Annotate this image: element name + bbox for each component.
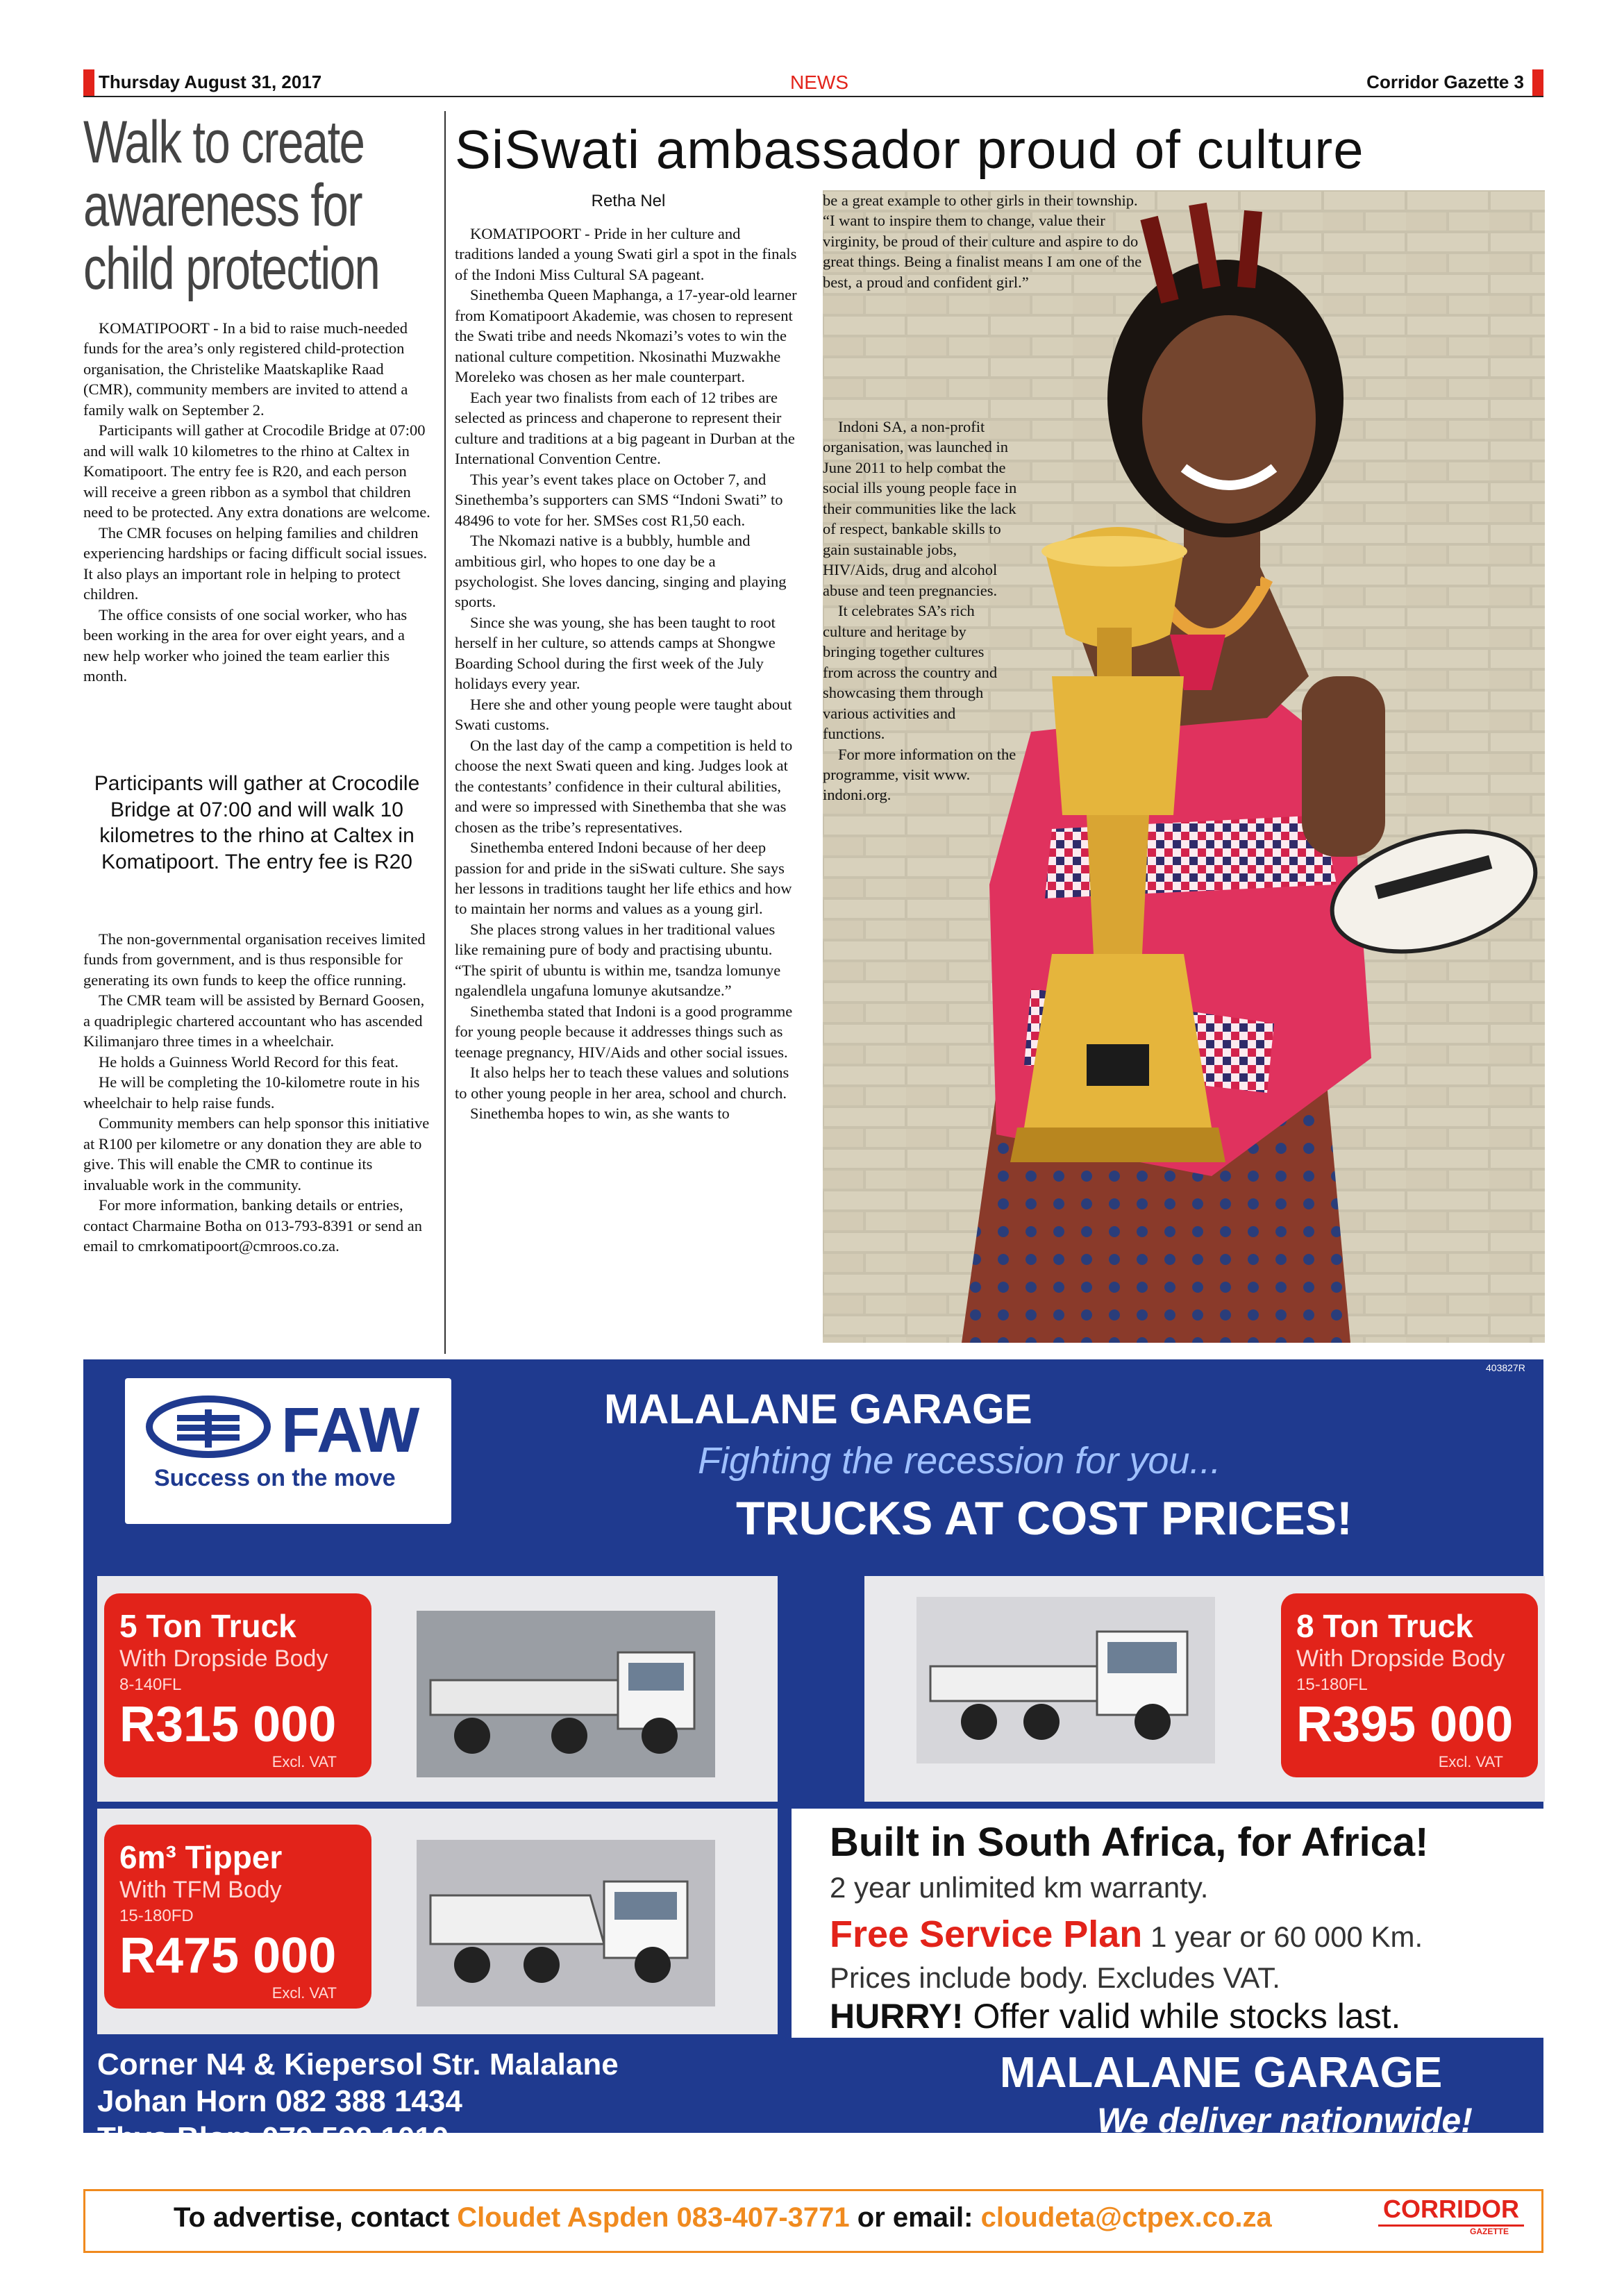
paragraph: The non-governmental organisation receives limited funds from government, and is thus responsible for generating its own funds to keep the office running.	[83, 930, 426, 989]
built-in-sa: Built in South Africa, for Africa!	[830, 1820, 1429, 1865]
offer-vat: Excl. VAT	[271, 1984, 337, 2002]
offer-card	[104, 1593, 371, 1777]
left-headline-line: child protection	[83, 235, 380, 303]
pull-quote: Participants will gather at Crocodile Bridge at 07:00 and will walk 10 kilometres to the rhino at Caltex in Komatipoort. The entry fee is R20	[94, 772, 420, 873]
paragraph: The CMR focuses on helping families and children experiencing hardships or facing difficult social issues. It also plays an important role in helping to protect children.	[83, 523, 428, 603]
paragraph: It also helps her to teach these values and solutions to other young people in her area, school and church.	[455, 1064, 789, 1102]
paragraph: KOMATIPOORT - Pride in her culture and traditions landed a young Swati girl a spot in the finals of the Indoni Miss Cultural SA pageant.	[455, 225, 797, 283]
paragraph: Indoni SA, a non-profit organisation, was launched in June 2011 to help combat the social ills young people face in their communities like the lack of respect, bankable skills to gain sustainable jobs, HIV/Aids, drug and alcohol abuse and teen pregnancies.	[823, 418, 1017, 599]
paragraph: Sinethemba stated that Indoni is a good programme for young people because it addresses things such as teenage pregnancy, HIV/Aids and other social issues.	[455, 1002, 793, 1061]
header-rule	[83, 96, 1543, 97]
advert-headline: TRUCKS AT COST PRICES!	[736, 1492, 1353, 1545]
left-story-body	[83, 318, 430, 686]
paragraph: Since she was young, she has been taught to root herself in her culture, so attends camps at Shongwe Boarding School during the first week of the July holidays every year.	[455, 613, 776, 693]
header-accent-right	[1532, 69, 1543, 96]
left-headline-line: awareness for	[83, 172, 362, 240]
footer-mid: or email:	[849, 2202, 981, 2233]
paragraph: Community members can help sponsor this initiative at R100 per kilometre or any donation they are able to give. This will enable the CMR to continue its invaluable work in the community.	[83, 1114, 430, 1193]
footer-contact: Cloudet Aspden 083-407-3771	[457, 2202, 850, 2233]
section-label: NEWS	[790, 72, 848, 93]
left-headline-line: Walk to create	[83, 109, 365, 176]
paragraph: For more information, banking details or entries, contact Charmaine Botha on 013-793-8391 or send an email to cmrkomatipoort@cmroos.co.za.	[83, 1196, 423, 1255]
contact-line: Thys Blom 079 522 1010	[97, 2120, 449, 2155]
prices-note: Prices include body. Excludes VAT.	[830, 1961, 1280, 1994]
paragraph: The Nkomazi native is a bubbly, humble and ambitious girl, who hopes to one day be a psychologist. She loves dancing, singing and playing sports.	[455, 532, 787, 611]
paragraph: He will be completing the 10-kilometre route in his wheelchair to help raise funds.	[83, 1073, 420, 1112]
paragraph: It celebrates SA’s rich culture and heritage by bringing together cultures from across the country and showcasing them through various activities and functions.	[823, 602, 998, 743]
paragraph: Sinethemba hopes to win, as she wants to	[470, 1105, 730, 1123]
paragraph: Sinethemba Queen Maphanga, a 17-year-old learner from Komatipoort Akademie, was chosen to represent the Swati tribe and needs Nkomazi’s votes to win the national culture competition. Nkosinathi Muzwakhe Moreleko was chosen as her male counterpart.	[455, 286, 797, 386]
corridor-gazette-logo	[1371, 2194, 1531, 2236]
offer-price: R315 000	[119, 1697, 337, 1752]
dealer-contact	[97, 2047, 619, 2156]
paragraph: He holds a Guinness World Record for this feat.	[99, 1053, 399, 1071]
offer-vat: Excl. VAT	[271, 1753, 337, 1770]
offer-model: 8-140FL	[119, 1675, 182, 1694]
truck-image	[916, 1597, 1215, 1763]
service-plan	[830, 1913, 1423, 1956]
left-headline	[83, 111, 451, 301]
footer-lead: To advertise, contact	[174, 2202, 458, 2233]
offer-body: With Dropside Body	[119, 1645, 328, 1672]
offer-card	[104, 1825, 371, 2009]
hurry-line	[830, 1996, 1400, 2036]
dealer-tagline: We deliver nationwide!	[1097, 2101, 1473, 2140]
paragraph: For more information on the programme, visit www. indoni.org.	[823, 745, 1016, 804]
offer-card	[1281, 1593, 1538, 1777]
paragraph: The office consists of one social worker, who has been working in the area for over eight years, and a new help worker who joined the team earlier this month.	[83, 605, 408, 685]
offer-price: R475 000	[119, 1928, 337, 1984]
header-accent-left	[83, 69, 94, 96]
tipper-image	[417, 1840, 715, 2006]
offer-price: R395 000	[1296, 1697, 1514, 1752]
faw-tagline: Success on the move	[154, 1465, 396, 1491]
advert-reference: 403827R	[1486, 1362, 1525, 1373]
advertise-contact	[174, 2202, 1272, 2234]
advert-subtitle: Fighting the recession for you...	[698, 1440, 1221, 1482]
offer-title: 8 Ton Truck	[1296, 1608, 1473, 1644]
advert-title: MALALANE GARAGE	[604, 1386, 1032, 1432]
paragraph: Sinethemba entered Indoni because of her deep passion for and pride in the siSwati culture. She says her lessons in traditions taught her life ethics and how to maintain her norms and values as a young girl.	[455, 839, 792, 918]
paper-page: Corridor Gazette 3	[1366, 72, 1524, 92]
paragraph: Participants will gather at Crocodile Bridge at 07:00 and will walk 10 kilometres to the rhino at Caltex in Komatipoort. The entry fee is R20, and each person will receive a green ribbon as a symbol that children need to be protected. Any extra donations are welcome.	[83, 421, 430, 521]
logo-word: CORRIDOR	[1383, 2195, 1519, 2223]
paragraph: Here she and other young people were taught about Swati customs.	[455, 695, 792, 734]
contact-line: Corner N4 & Kiepersol Str. Malalane	[97, 2047, 619, 2081]
hurry-detail: Offer valid while stocks last.	[963, 1997, 1401, 2036]
paragraph: The CMR team will be assisted by Bernard Goosen, a quadriplegic chartered accountant who has ascended Kilimanjaro three times in a wheelchair.	[83, 991, 425, 1050]
hurry-highlight: HURRY!	[830, 1997, 964, 2036]
dealer-name: MALALANE GARAGE	[1000, 2049, 1443, 2097]
paragraph: This year’s event takes place on October 7, and Sinethemba’s supporters can SMS “Indoni Swati” to 48496 to vote for her. SMSes cost R1,50 each.	[455, 470, 783, 529]
truck-image	[417, 1611, 715, 1777]
service-plan-highlight: Free Service Plan	[830, 1913, 1143, 1955]
warranty-text: 2 year unlimited km warranty.	[830, 1871, 1209, 1904]
issue-date: Thursday August 31, 2017	[99, 72, 322, 92]
paragraph: She places strong values in her traditional values like remaining pure of body and practising ubuntu. “The spirit of ubuntu is within me, tsandza lomunye ngalendlela ungafuna lomunye akutsandze.”	[455, 920, 781, 1000]
offer-model: 15-180FL	[1296, 1675, 1368, 1694]
faw-emblem-icon	[146, 1396, 271, 1458]
main-story-col-1	[455, 224, 802, 1124]
offer-body: With TFM Body	[119, 1877, 282, 1903]
paragraph: On the last day of the camp a competition is held to choose the next Swati queen and king. Judges look at the contestants’ confidence in their cultural abilities, and were so impressed with Sinethemba that she was chosen as the tribe’s representatives.	[455, 736, 793, 836]
service-plan-detail: 1 year or 60 000 Km.	[1142, 1920, 1423, 1953]
column-divider	[444, 111, 446, 1354]
main-story-col-2	[823, 190, 1149, 292]
faw-logo: FAW	[281, 1395, 420, 1466]
main-story-col-2-narrow	[823, 417, 1017, 805]
offer-model: 15-180FD	[119, 1907, 194, 1925]
byline: Retha Nel	[591, 192, 666, 210]
offer-body: With Dropside Body	[1296, 1645, 1505, 1672]
paragraph: Each year two finalists from each of 12 tribes are selected as princess and chaperone to represent their culture and traditions at a big pageant in Durban at the International Convention Centre.	[455, 388, 795, 468]
offer-vat: Excl. VAT	[1438, 1753, 1503, 1770]
offer-title: 6m³ Tipper	[119, 1839, 283, 1875]
contact-line: Johan Horn 082 388 1434	[97, 2084, 462, 2118]
offer-title: 5 Ton Truck	[119, 1608, 296, 1644]
paragraph: KOMATIPOORT - In a bid to raise much-needed funds for the area’s only registered child-protection organisation, the Christelike Maatskaplike Raad (CMR), community members are invited to attend a family walk on September 2.	[83, 319, 408, 419]
main-headline: SiSwati ambassador proud of culture	[455, 119, 1364, 180]
left-story-body-2	[83, 929, 430, 1257]
logo-sub: GAZETTE	[1470, 2227, 1509, 2236]
footer-email[interactable]: cloudeta@ctpex.co.za	[980, 2202, 1272, 2233]
paragraph: be a great example to other girls in their township. “I want to inspire them to change, value their virginity, be proud of their culture and aspire to do great things. Being a finalist means I am one of the best, a proud and confident girl.”	[823, 192, 1142, 291]
